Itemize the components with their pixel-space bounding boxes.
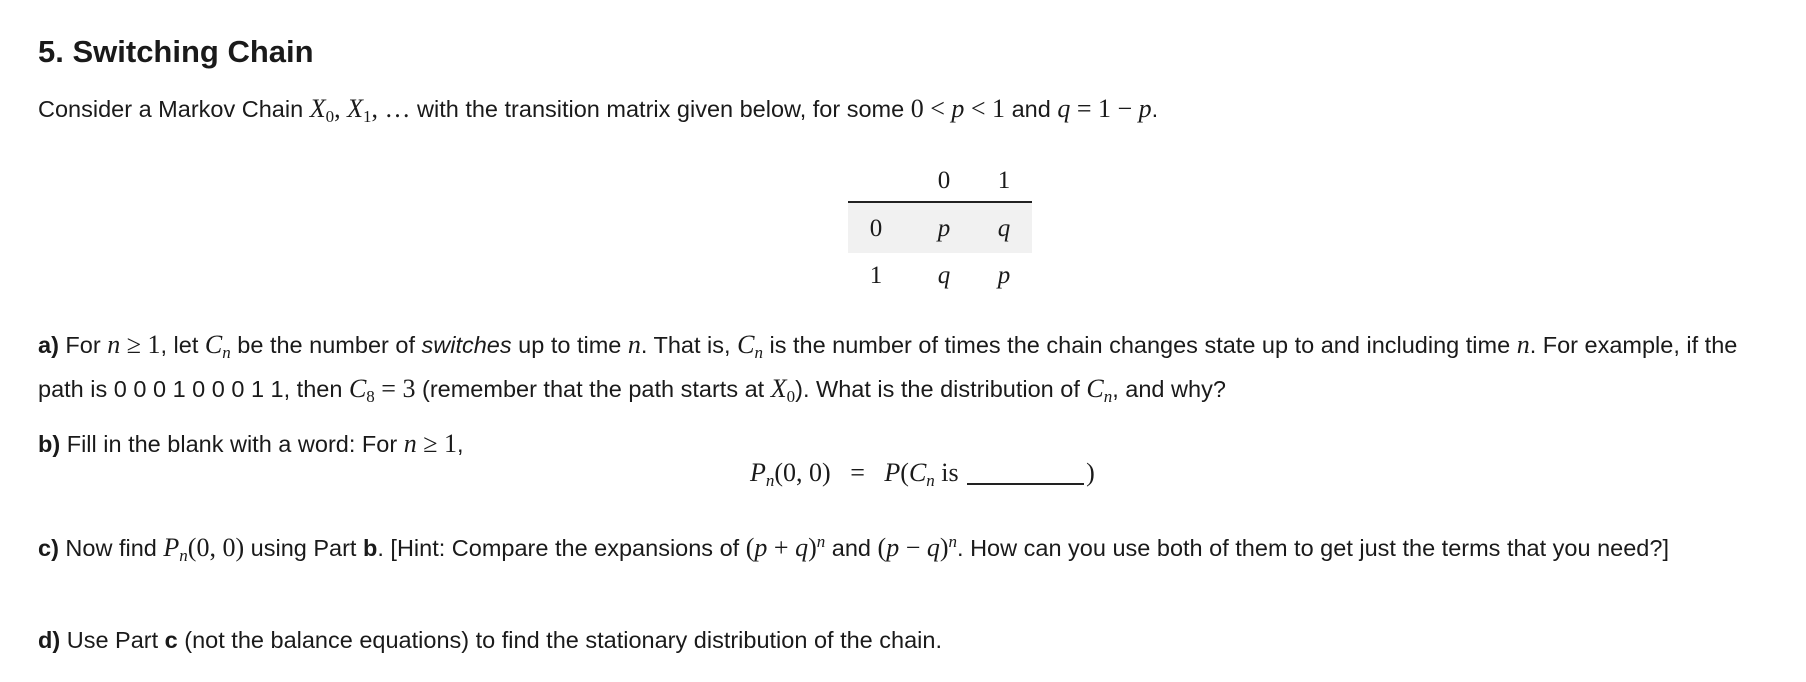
part-b-text: , bbox=[456, 431, 464, 457]
part-c-paragraph: c) Now find $P_n(0$, 0) using Part b. [Hint: Compare the expansions of $(p + q)^n$ and $(p - q)^n$. How can you use both of them to get just the terms that you need?] bbox=[38, 532, 1669, 565]
part-b-label: b) bbox=[38, 431, 61, 457]
fill-in-blank bbox=[967, 461, 1084, 485]
part-b-equation: Pn(0, 0) = P(Cn is ) bbox=[750, 458, 1095, 490]
part-c-reference: b bbox=[363, 535, 378, 561]
part-a-text: For bbox=[58, 332, 108, 358]
problem-title: 5. Switching Chain bbox=[38, 34, 314, 69]
part-a-text: up to time bbox=[511, 332, 628, 358]
equation-is-word: is bbox=[941, 458, 959, 487]
matrix-cell: p bbox=[937, 215, 951, 242]
part-a-emphasis: switches bbox=[421, 332, 512, 358]
part-d-reference: c bbox=[164, 627, 178, 653]
matrix-cell: q bbox=[937, 262, 951, 289]
matrix-cell: q bbox=[997, 215, 1011, 242]
part-a-text: , and why? bbox=[1112, 376, 1226, 402]
matrix-row-label: 0 bbox=[869, 215, 883, 242]
intro-paragraph: Consider a Markov Chain $X_0$, $X_1$, … with the transition matrix given below, for some 0 < p < 1 and q = 1 − p. bbox=[38, 94, 1159, 126]
intro-text-3: and bbox=[1005, 96, 1058, 122]
part-a-text: (remember that the path starts at bbox=[415, 376, 771, 402]
part-a-text: is the number of times the chain changes state up to and including time bbox=[762, 332, 1517, 358]
part-c-text: Now find bbox=[58, 535, 164, 561]
part-a-text: . That is, bbox=[640, 332, 738, 358]
part-a-text: be the number of bbox=[230, 332, 422, 358]
part-c-text: . [Hint: Compare the expansions of bbox=[377, 535, 746, 561]
part-d-label: d) bbox=[38, 627, 61, 653]
matrix-col-header: 1 bbox=[997, 167, 1011, 194]
part-a-text: ). What is the distribution of bbox=[795, 376, 1087, 402]
part-a-label: a) bbox=[38, 332, 59, 358]
intro-text-1: Consider a Markov Chain bbox=[38, 96, 310, 122]
part-c-text: . How can you use both of them to get just the terms that you need?] bbox=[957, 535, 1669, 561]
part-d-text: Use Part bbox=[60, 627, 165, 653]
transition-matrix bbox=[848, 162, 1032, 294]
part-c-text: using Part bbox=[244, 535, 363, 561]
part-d-text: (not the balance equations) to find the stationary distribution of the chain. bbox=[177, 627, 942, 653]
matrix-col-header: 0 bbox=[937, 167, 951, 194]
part-c-label: c) bbox=[38, 535, 59, 561]
matrix-row-label: 1 bbox=[869, 262, 883, 289]
matrix-header-rule bbox=[848, 201, 1032, 203]
part-a-paragraph: a) For n ≥ 1, let $C_n$ be the number of switches up to time n. That is, $C_n$ is the number of times the chain changes state up to and including time n. For example, if the path is 0 0 0 1 0 0 0 1 1, then $C_8 = 3$ (remember that the path starts at $X_0$). What is the distribution of $C_n$, and why? bbox=[38, 330, 1738, 406]
part-b-text: Fill in the blank with a word: For bbox=[60, 431, 404, 457]
matrix-cell: p bbox=[997, 262, 1011, 289]
part-a-text: . For example, if the path is 0 0 0 1 0 0 0 1 1, then bbox=[38, 332, 1738, 402]
intro-text-4: . bbox=[1151, 96, 1159, 122]
part-b-paragraph: b) Fill in the blank with a word: For n ≥ 1, bbox=[38, 429, 464, 458]
part-d-paragraph bbox=[38, 622, 1768, 658]
part-c-text: and bbox=[825, 535, 878, 561]
part-a-text: , let bbox=[160, 332, 205, 358]
intro-text-2: with the transition matrix given below, for some bbox=[410, 96, 911, 122]
